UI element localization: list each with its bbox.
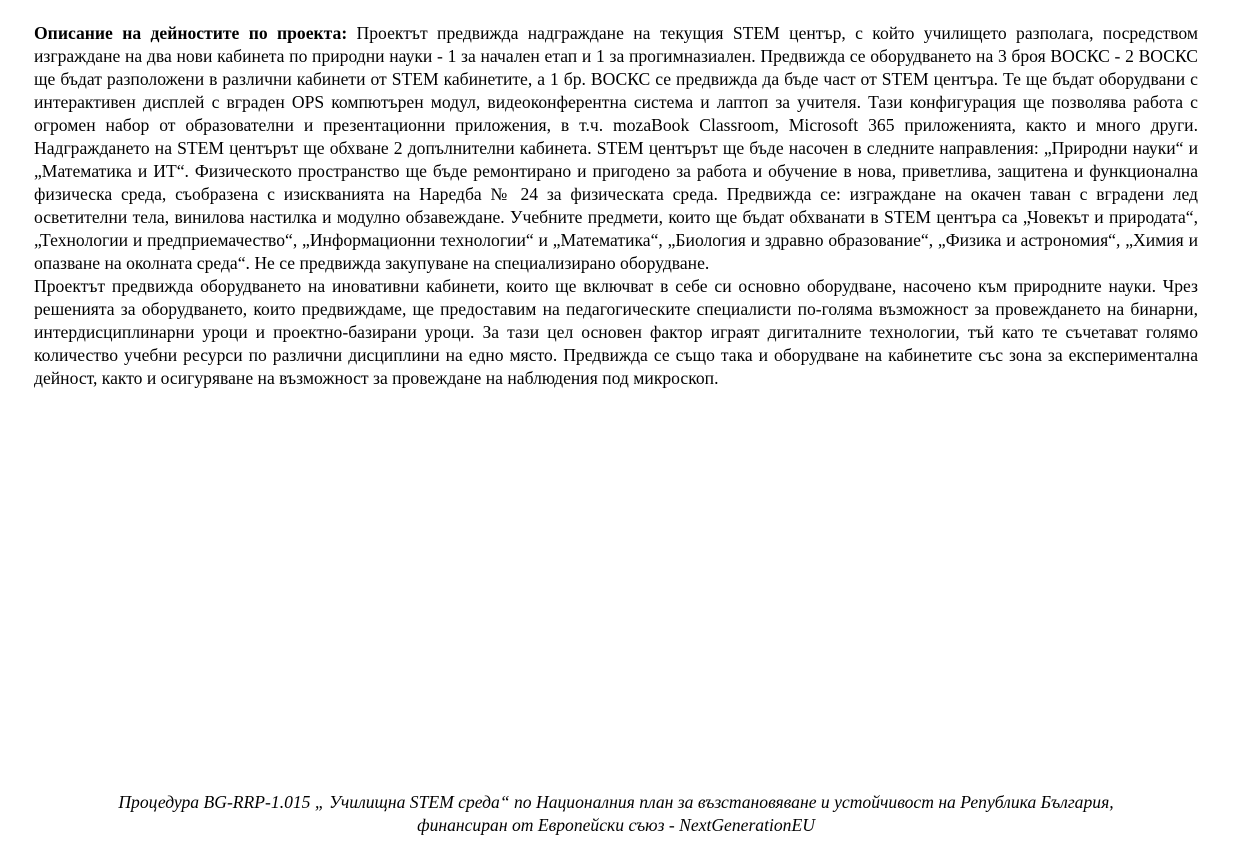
page-footer [34, 791, 1198, 837]
description-text-1: Проектът предвижда надграждане на текущия STEM център, с който училището разполага, посредством изграждане на два нови кабинета по природни науки - 1 за начален етап и 1 за прогимназиален. Предвижда се оборудването на 3 броя ВОСКС - 2 ВОСКС ще бъдат разположени в различни кабинети от STEM кабинетите, а 1 бр. ВОСКС се предвижда да бъде част от STEM центъра. Те ще бъдат оборудвани с интерактивен дисплей с вграден OPS компютърен модул, видеоконферентна система и лаптоп за учителя. Тази конфигурация ще позволява работа с огромен набор от образователни и презентационни приложения, в т.ч. mozaBook Classroom, Microsoft 365 приложенията, както и много други. Надграждането на STEM центърът ще обхване 2 допълнителни кабинета. STEM центърът ще бъде насочен в следните направления: „Природни науки“ и „Математика и ИТ“. Физическото пространство ще бъде ремонтирано и пригодено за работа и обучение в нова, приветлива, защитена и функционална физическа среда, съобразена с изискванията на Наредба № 24 за физическата среда. Предвижда се: изграждане на окачен таван с вградени лед осветителни тела, винилова настилка и модулно обзавеждане. Учебните предмети, които ще бъдат обхванати в STEM центъра са „Човекът и природата“, „Технологии и предприемачество“, „Информационни технологии“ и „Математика“, „Биология и здравно образование“, „Физика и астрономия“, „Химия и опазване на околната среда“. Не се предвижда закупуване на специализирано оборудване. [34, 23, 1198, 273]
description-label: Описание на дейностите по проекта: [34, 23, 348, 43]
document-body [34, 22, 1198, 390]
footer-line-1: Процедура BG-RRP-1.015 „ Училищна STEM среда“ по Националния план за възстановяване и устойчивост на Република България, [118, 792, 1114, 812]
description-paragraph-2: Проектът предвижда оборудването на иновативни кабинети, които ще включват в себе си основно оборудване, насочено към природните науки. Чрез решенията за оборудването, които предвиждаме, ще предоставим на педагогическите специалисти по-голяма възможност за провеждането на бинарни, интердисциплинарни уроци и проектно-базирани уроци. За тази цел основен фактор играят дигиталните технологии, тъй като те съчетават голямо количество учебни ресурси по различни дисциплини на едно място. Предвижда се също така и оборудване на кабинетите със зона за експериментална дейност, както и осигуряване на възможност за провеждане на наблюдения под микроскоп. [34, 276, 1198, 388]
description-paragraph-1 [34, 22, 1198, 275]
footer-line-2: финансиран от Европейски съюз - NextGenerationEU [417, 815, 815, 835]
